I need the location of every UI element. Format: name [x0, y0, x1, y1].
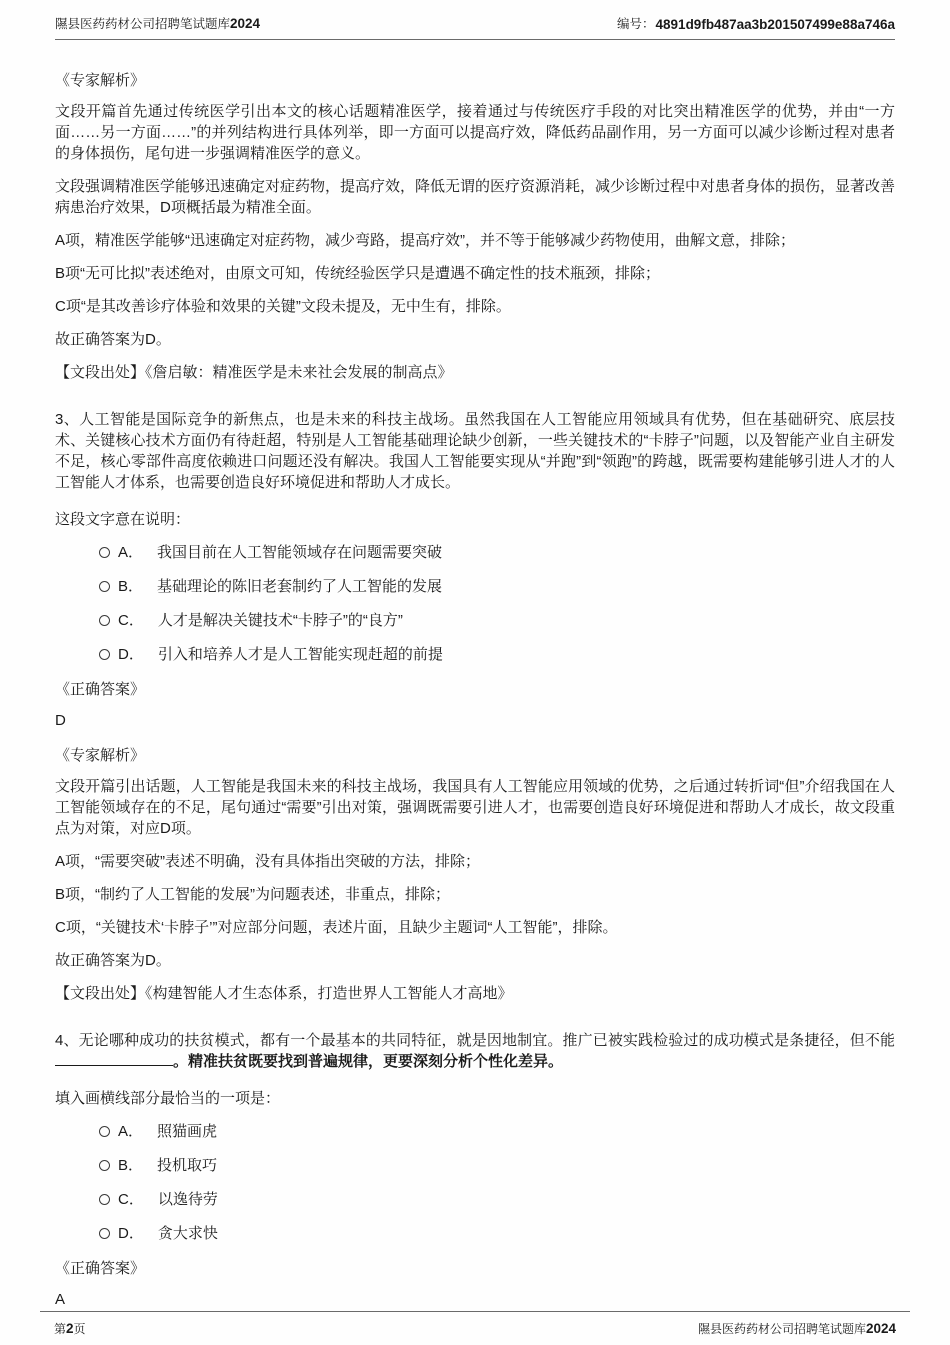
option-radio[interactable] [99, 547, 110, 558]
option-row [55, 1155, 895, 1176]
option-radio[interactable] [99, 1194, 110, 1205]
question-3-options [55, 542, 895, 665]
option-text: 人才是解决关键技术“卡脖子”的“良方” [157, 612, 403, 629]
option-label: A． [118, 1123, 144, 1140]
question-4-options [55, 1121, 895, 1244]
option-radio[interactable] [99, 615, 110, 626]
footer-page-prefix: 第 [54, 1322, 67, 1336]
blank-underline [55, 1053, 173, 1066]
footer-page-suffix: 页 [73, 1322, 86, 1336]
option-radio[interactable] [99, 1126, 110, 1137]
option-label: D． [118, 1225, 144, 1242]
option-label: D． [118, 646, 144, 663]
answer-value: D [55, 712, 66, 729]
analysis-heading: 《专家解析》 [55, 72, 146, 89]
option-label: C． [118, 1191, 144, 1208]
option-b-analysis: B项，“制约了人工智能的发展”为问题表述，非重点，排除； [55, 886, 450, 903]
answer-heading: 《正确答案》 [55, 1260, 146, 1277]
header-title-text: 隰县医药药材公司招聘笔试题库 [55, 17, 231, 31]
option-label: B． [118, 578, 144, 595]
conclusion-line: 故正确答案为D。 [55, 331, 171, 348]
option-c-analysis: C项“是其改善诊疗体验和效果的关键”文段未提及，无中生有，排除。 [55, 298, 511, 315]
question-3-text: 3、人工智能是国际竞争的新焦点，也是未来的科技主战场。虽然我国在人工智能应用领域具有优势，但在基础研究、底层技术、关键核心技术方面仍有待赶超，特别是人工智能基础理论缺少创新，一些关键技术的“卡脖子”问题，以及智能产业自主研发不足，核心零部件高度依赖进口问题还没有解决。我国人工智能要实现从“并跑”到“领跑”的跨越，既需要构建能够引进人才的人工智能人才体系，也需要创造良好环境促进和帮助人才成长。 [55, 411, 895, 491]
answer-value: A [55, 1291, 66, 1308]
question-4-text [55, 1030, 895, 1072]
header-code-label: 编号： [617, 17, 655, 31]
question-3-stem: 这段文字意在说明： [55, 511, 191, 528]
option-label: A． [118, 544, 144, 561]
analysis-paragraph: 文段开篇首先通过传统医学引出本文的核心话题精准医学，接着通过与传统医疗手段的对比突出精准医学的优势，并由“一方面……另一方面……”的并列结构进行具体列举，即一方面可以提高疗效，降低药品副作用，另一方面可以减少诊断过程对患者的身体损伤，尾句进一步强调精准医学的意义。 [55, 103, 895, 162]
option-row [55, 1121, 895, 1142]
option-radio[interactable] [99, 649, 110, 660]
source-reference: 【文段出处】《詹启敏：精准医学是未来社会发展的制高点》 [55, 364, 453, 381]
option-label: B． [118, 1157, 144, 1174]
header-code-value: 4891d9fb487aa3b201507499e88a746a [655, 17, 895, 32]
option-text: 我国目前在人工智能领域存在问题需要突破 [157, 544, 443, 561]
option-text: 以逸待劳 [157, 1191, 218, 1208]
option-row [55, 610, 895, 631]
option-row [55, 644, 895, 665]
footer-page-number [54, 1320, 86, 1337]
option-radio[interactable] [99, 1228, 110, 1239]
answer-heading: 《正确答案》 [55, 681, 146, 698]
text-segment: 4、无论哪种成功的扶贫模式，都有一个最基本的共同特征，就是因地制宜。推广已被实践检验过的成功模式是条捷径，但不能 [55, 1032, 895, 1049]
document-blocks [55, 40, 895, 1310]
analysis-heading: 《专家解析》 [55, 747, 146, 764]
option-row [55, 1223, 895, 1244]
footer-title-year: 2024 [865, 1321, 896, 1336]
option-c-analysis: C项，“关键技术‘卡脖子’”对应部分问题，表述片面，且缺少主题词“人工智能”，排除。 [55, 919, 618, 936]
text-segment: 。精准扶贫既要找到普遍规律，更要深刻分析个性化差异。 [173, 1053, 564, 1070]
option-row [55, 542, 895, 563]
option-text: 基础理论的陈旧老套制约了人工智能的发展 [157, 578, 443, 595]
header-title-year: 2024 [230, 16, 261, 31]
option-a-analysis: A项，精准医学能够“迅速确定对症药物，减少弯路，提高疗效”，并不等于能够减少药物使用，曲解文意，排除； [55, 232, 796, 249]
option-radio[interactable] [99, 1160, 110, 1171]
analysis-paragraph: 文段开篇引出话题，人工智能是我国未来的科技主战场，我国具有人工智能应用领域的优势，之后通过转折词“但”介绍我国在人工智能领域存在的不足，尾句通过“需要”引出对策，强调既需要引进人才，也需要创造良好环境促进和帮助人才成长，故文段重点为对策，对应D项。 [55, 778, 895, 837]
option-text: 贪大求快 [157, 1225, 218, 1242]
header-title [55, 14, 260, 32]
option-label: C． [118, 612, 144, 629]
option-row [55, 1189, 895, 1210]
analysis-paragraph: 文段强调精准医学能够迅速确定对症药物，提高疗效，降低无谓的医疗资源消耗，减少诊断过程中对患者身体的损伤，显著改善病患治疗效果，D项概括最为精准全面。 [55, 178, 896, 216]
option-row [55, 576, 895, 597]
footer-title [698, 1320, 896, 1337]
question-4-stem: 填入画横线部分最恰当的一项是： [55, 1090, 281, 1107]
option-text: 投机取巧 [157, 1157, 218, 1174]
footer-title-text: 隰县医药药材公司招聘笔试题库 [697, 1322, 866, 1336]
option-text: 引入和培养人才是人工智能实现赶超的前提 [157, 646, 443, 663]
conclusion-line: 故正确答案为D。 [55, 952, 171, 969]
source-reference: 【文段出处】《构建智能人才生态体系，打造世界人工智能人才高地》 [55, 985, 513, 1002]
footer-page-value: 2 [66, 1321, 74, 1336]
option-b-analysis: B项“无可比拟”表述绝对，由原文可知，传统经验医学只是遭遇不确定性的技术瓶颈，排除； [55, 265, 660, 282]
option-text: 照猫画虎 [157, 1123, 218, 1140]
document-header [55, 12, 895, 40]
option-a-analysis: A项，“需要突破”表述不明确，没有具体指出突破的方法，排除； [55, 853, 480, 870]
header-code [617, 14, 895, 32]
option-radio[interactable] [99, 581, 110, 592]
document-footer [40, 1311, 910, 1345]
